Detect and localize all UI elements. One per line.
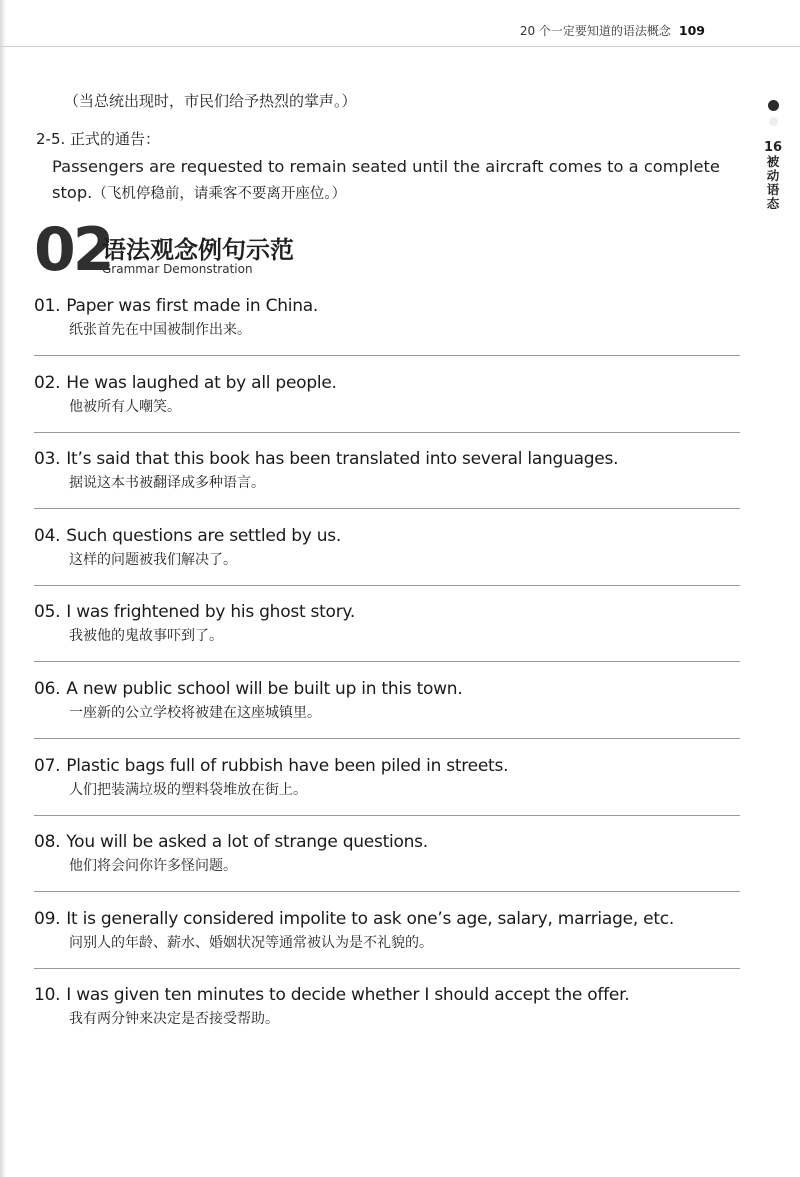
item-sentence-en: It’s said that this book has been translated into several languages. <box>66 449 619 470</box>
item-number: 06. <box>34 678 61 699</box>
item-number: 10. <box>34 985 61 1006</box>
section-title-cn: 语法观念例句示范 <box>102 236 294 264</box>
chapter-title-char: 动 <box>766 168 780 183</box>
header-divider <box>0 46 800 47</box>
item-sentence-en: It is generally considered impolite to ask one’s age, salary, marriage, etc. <box>66 908 675 929</box>
item-sentence-en: You will be asked a lot of strange questions. <box>66 832 428 853</box>
section-number: 02 <box>34 215 112 285</box>
item-sentence-cn: 人们把装满垃圾的塑料袋堆放在街上。 <box>69 781 307 798</box>
list-item <box>34 522 740 586</box>
item-number: 07. <box>34 755 61 776</box>
list-item <box>34 675 740 739</box>
list-item <box>34 828 740 892</box>
intro-example <box>52 154 742 207</box>
chapter-title-char: 被 <box>766 154 780 169</box>
list-item <box>34 369 740 433</box>
item-sentence-cn: 他被所有人嘲笑。 <box>69 398 181 415</box>
inactive-tab-dot-icon <box>769 117 778 126</box>
item-number: 09. <box>34 908 61 929</box>
item-sentence-cn: 问别人的年龄、薪水、婚姻状况等通常被认为是不礼貌的。 <box>69 934 433 951</box>
list-item <box>34 598 740 662</box>
item-number: 03. <box>34 449 61 470</box>
item-number: 05. <box>34 602 61 623</box>
item-sentence-cn: 我被他的鬼故事吓到了。 <box>69 628 223 645</box>
list-item <box>34 292 740 356</box>
list-item <box>34 905 740 969</box>
chapter-title-char: 态 <box>766 196 780 211</box>
item-number: 04. <box>34 525 61 546</box>
chapter-title-char: 语 <box>766 182 780 197</box>
item-sentence-cn: 据说这本书被翻译成多种语言。 <box>69 475 265 492</box>
list-item <box>34 445 740 509</box>
list-item <box>34 752 740 816</box>
intro-example-cn: （飞机停稳前，请乘客不要离开座位。） <box>92 186 347 202</box>
item-sentence-en: He was laughed at by all people. <box>66 372 337 393</box>
item-sentence-en: I was frightened by his ghost story. <box>66 602 355 623</box>
item-sentence-en: Plastic bags full of rubbish have been piled in streets. <box>66 755 509 776</box>
item-sentence-en: Paper was first made in China. <box>66 296 319 316</box>
running-title: 20 个一定要知道的语法概念 <box>519 24 671 38</box>
item-sentence-en: A new public school will be built up in this town. <box>66 678 463 699</box>
chapter-title <box>758 155 788 211</box>
chapter-side-tab <box>758 100 788 211</box>
item-sentence-cn: 他们将会问你许多怪问题。 <box>69 858 237 875</box>
item-sentence-cn: 一座新的公立学校将被建在这座城镇里。 <box>69 704 321 721</box>
item-sentence-cn: 这样的问题被我们解决了。 <box>69 551 237 568</box>
running-head <box>440 22 705 39</box>
chapter-number: 16 <box>763 140 783 155</box>
intro-cn-translation: （当总统出现时，市民们给予热烈的掌声。） <box>64 92 357 110</box>
active-tab-dot-icon <box>768 100 779 111</box>
item-sentence-en: I was given ten minutes to decide whether I should accept the offer. <box>66 985 630 1006</box>
item-sentence-cn: 纸张首先在中国被制作出来。 <box>69 322 251 338</box>
page-binding-shadow <box>0 0 6 1177</box>
item-sentence-en: Such questions are settled by us. <box>66 525 342 546</box>
subsection-label: 2-5. 正式的通告： <box>36 130 161 148</box>
item-number: 01. <box>34 296 61 316</box>
item-number: 02. <box>34 372 61 393</box>
example-list <box>34 292 740 1058</box>
section-title-en: Grammar Demonstration <box>102 262 253 276</box>
intro-example-en: Passengers are requested to remain seated until the aircraft comes to a complete stop. <box>52 157 720 202</box>
page-number: 109 <box>678 23 705 38</box>
list-item <box>34 981 740 1045</box>
item-sentence-cn: 我有两分钟来决定是否接受帮助。 <box>69 1011 279 1028</box>
item-number: 08. <box>34 832 61 853</box>
